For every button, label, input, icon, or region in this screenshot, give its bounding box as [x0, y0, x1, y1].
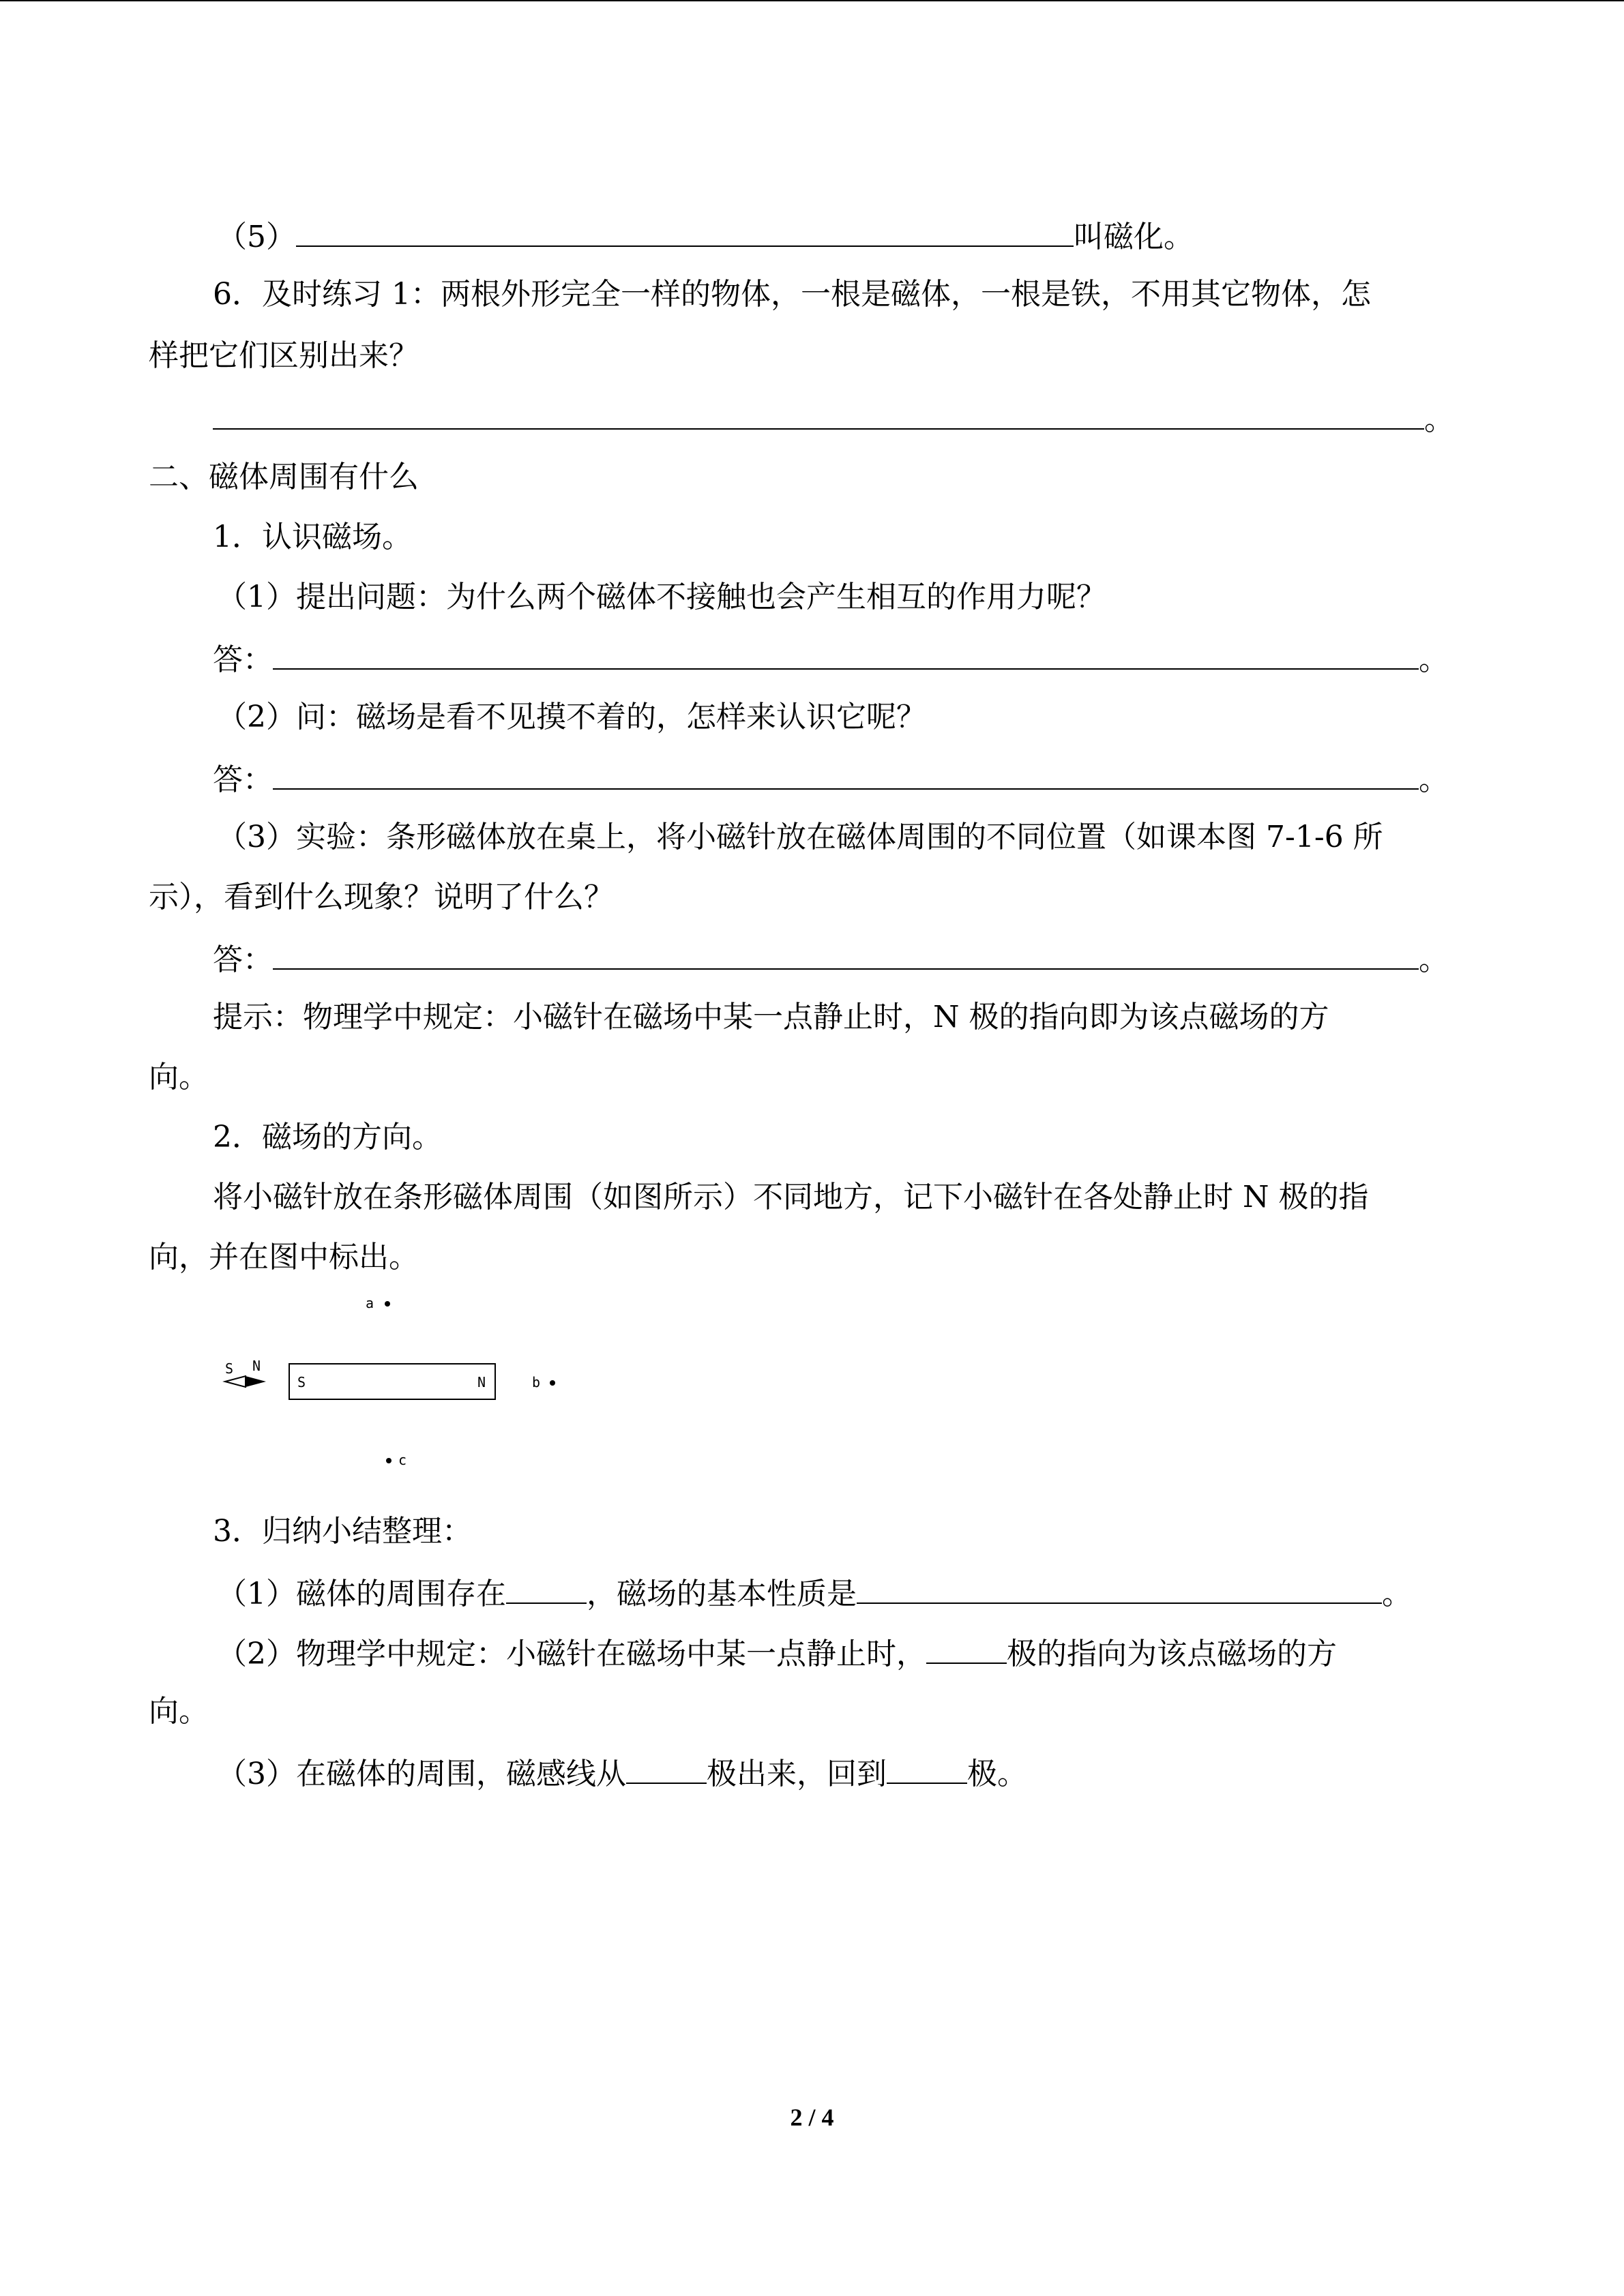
magnet-s-pole: S — [297, 1374, 306, 1390]
question-6-line-2: 样把它们区别出来？ — [149, 338, 419, 373]
hint-line-2: 向。 — [149, 1060, 209, 1094]
question-1-3-line-2: 示），看到什么现象？说明了什么？ — [149, 880, 614, 914]
page-number: 2 / 4 — [790, 2104, 834, 2131]
bar-magnet — [289, 1364, 495, 1399]
item-3-heading: 3．归纳小结整理： — [213, 1514, 472, 1549]
answer-blank[interactable] — [213, 398, 1424, 430]
answer-blank[interactable] — [296, 215, 1074, 247]
compass-needle — [225, 1358, 266, 1387]
answer-blank[interactable] — [857, 1572, 1382, 1604]
item-2-heading: 2．磁场的方向。 — [213, 1120, 442, 1154]
point-b-dot — [550, 1380, 555, 1386]
point-b-label: b — [532, 1374, 541, 1390]
answer-blank[interactable] — [273, 938, 1419, 970]
answer-blank[interactable] — [506, 1572, 587, 1604]
needle-south-half — [225, 1376, 246, 1387]
hint-line-1: 提示：物理学中规定：小磁针在磁场中某一点静止时，N 极的指向即为该点磁场的方 — [213, 1000, 1329, 1034]
summary-2-line-2: 向。 — [149, 1694, 209, 1729]
question-1-2: （2）问：磁场是看不见摸不着的，怎样来认识它呢？ — [217, 700, 926, 734]
point-c-label: c — [398, 1452, 407, 1468]
needle-n-label: N — [252, 1358, 261, 1374]
answer-blank[interactable] — [273, 758, 1419, 790]
point-a-label: a — [366, 1295, 374, 1311]
needle-north-half — [246, 1376, 266, 1387]
item-2-text-line-1: 将小磁针放在条形磁体周围（如图所示）不同地方，记下小磁针在各处静止时 N 极的指 — [213, 1180, 1369, 1214]
magnet-n-pole: N — [477, 1374, 486, 1390]
question-5: （5） 叫磁化。 — [217, 215, 1194, 256]
needle-s-label: S — [225, 1360, 234, 1377]
answer-blank[interactable] — [626, 1753, 707, 1784]
answer-1-2: 答： 。 — [213, 758, 1449, 799]
item-2-text-line-2: 向，并在图中标出。 — [149, 1240, 419, 1274]
question-1-3-line-1: （3）实验：条形磁体放在桌上，将小磁针放在磁体周围的不同位置（如课本图 7-1-6 所 — [217, 820, 1383, 854]
answer-blank[interactable] — [926, 1632, 1007, 1664]
answer-blank[interactable] — [887, 1753, 967, 1784]
question-1-1: （1）提出问题：为什么两个磁体不接触也会产生相互的作用力呢？ — [217, 580, 1106, 614]
summary-2-line-1: （2）物理学中规定：小磁针在磁场中某一点静止时， 极的指向为该点磁场的方 — [217, 1632, 1337, 1673]
answer-1-3: 答： 。 — [213, 938, 1449, 979]
bar-magnet-diagram — [205, 1289, 614, 1480]
question-6-answer-line: 。 — [213, 398, 1454, 439]
answer-blank[interactable] — [273, 638, 1419, 670]
answer-1-1: 答： 。 — [213, 638, 1449, 679]
summary-3: （3）在磁体的周围，磁感线从 极出来，回到 极。 — [217, 1753, 1027, 1793]
summary-1: （1）磁体的周围存在 ，磁场的基本性质是 。 — [217, 1572, 1412, 1613]
section-2-title: 二、磁体周围有什么 — [149, 460, 419, 494]
question-6-line-1: 6．及时练习 1：两根外形完全一样的物体，一根是磁体，一根是铁，不用其它物体，怎 — [213, 277, 1371, 312]
page-top-border — [0, 0, 1624, 1]
point-c-dot — [386, 1458, 392, 1463]
point-a-dot — [385, 1301, 390, 1307]
item-1-heading: 1．认识磁场。 — [213, 520, 412, 554]
